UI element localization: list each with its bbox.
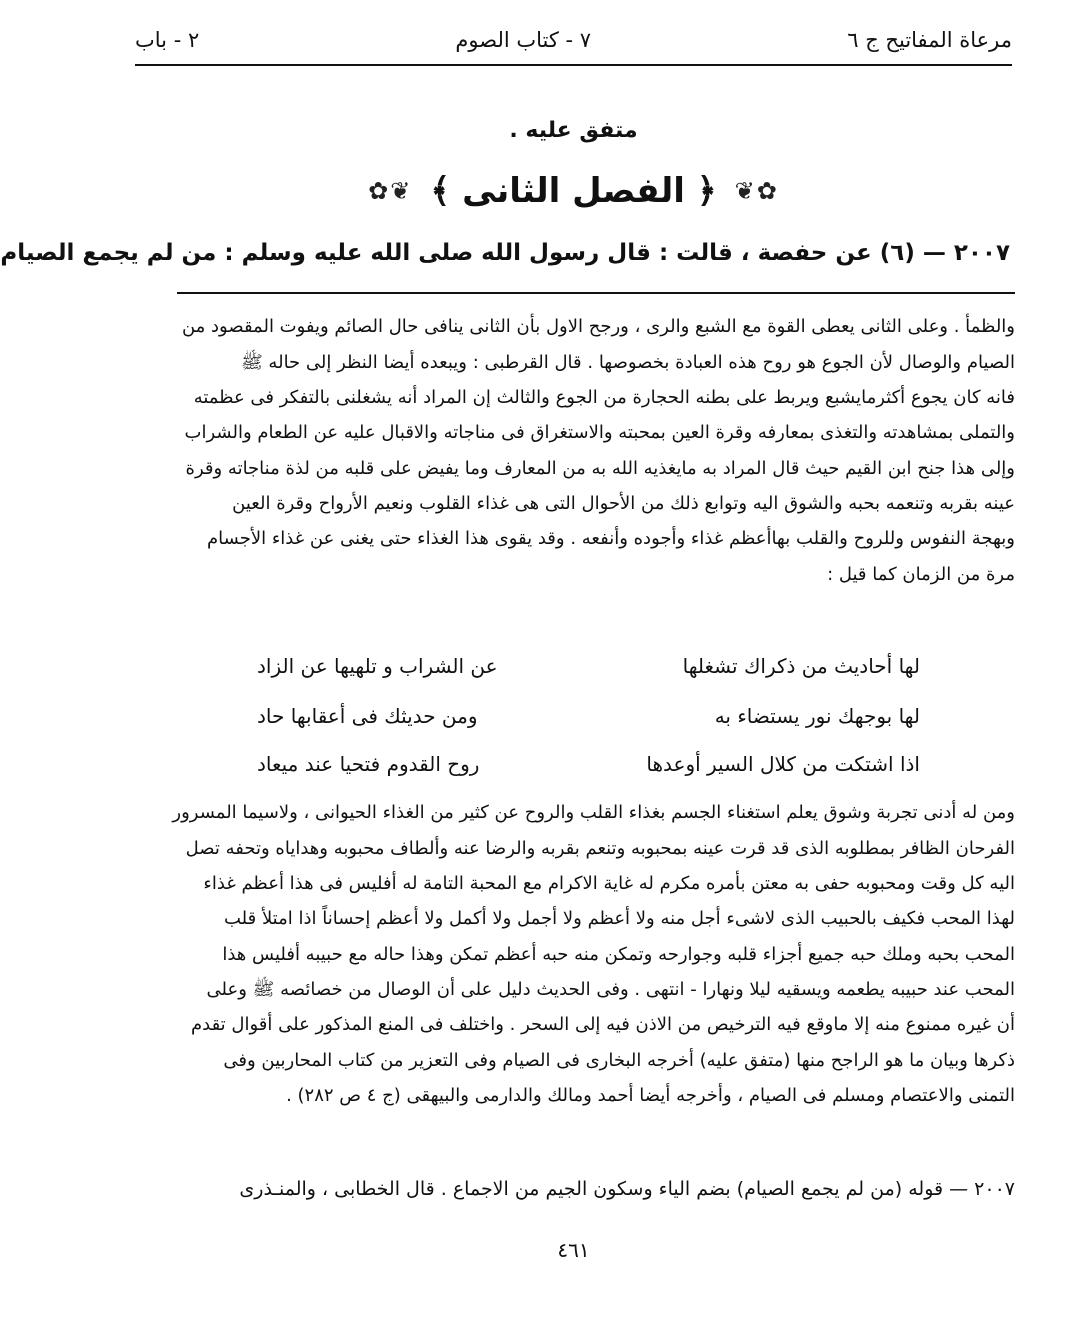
verse-first-hemistich: لها أحاديث من ذكراك تشغلها [682, 654, 920, 678]
ornament-icon: ✿❦ [734, 176, 779, 205]
verse-second-hemistich: روح القدوم فتحيا عند ميعاد [257, 752, 480, 776]
commentary-line: ومن له أدنى تجربة وشوق يعلم استغناء الجسم بغذاء القلب والروح عن كثير من الغذاء الحيوانى ، ولاسيما المسرور [172, 802, 1015, 823]
verse-first-hemistich: اذا اشتكت من كلال السير أوعدها [646, 752, 920, 776]
book-title: مرعاة المفاتيح ج ٦ [847, 28, 1012, 52]
poem-verse [257, 654, 920, 686]
commentary-line: المحب بحبه وملك حبه جميع أجزاء قلبه وجوارحه وتمكن منه حبه أعظم تمكن وهذا حاله مع حبيبه أفليس هذا [222, 944, 1015, 965]
ornament-icon: ❦✿ [368, 176, 413, 205]
verse-second-hemistich: عن الشراب و تلهيها عن الزاد [257, 654, 498, 678]
page-number: ٤٦١ [557, 1238, 590, 1262]
commentary-line: والتملى بمشاهدته والتغذى بمعارفه وقرة العين بمحبته والاستغراق فى مناجاته والاقبال عليه عن الطعام والشراب [184, 422, 1015, 443]
commentary-line: فانه كان يجوع أكثرمايشبع ويربط على بطنه الحجارة من الجوع والثالث إن المراد أنه يشغلنى بالتفكر فى عظمته [193, 387, 1015, 408]
commentary-line: لهذا المحب فكيف بالحبيب الذى لاشىء أجل منه ولا أعظم ولا أجمل ولا أكمل ولا أعظم إحساناً اذا امتلأ قلب [223, 908, 1015, 929]
section-title: ﴿ الفصل الثانى ﴾ [430, 171, 717, 211]
commentary-line: اليه كل وقت ومحبوبه حفى به معتن بأمره مكرم له غاية الاكرام مع المحبة التامة له أفليس فى هذا أعظم غذاء [203, 873, 1015, 894]
commentary-line: ذكرها وبيان ما هو الراجح منها (متفق عليه) أخرجه البخارى فى الصيام وفى التعزير من كتاب المحاربين وفى [223, 1050, 1015, 1071]
commentary-line: التمنى والاعتصام ومسلم فى الصيام ، وأخرجه أيضا أحمد ومالك والدارمى والبيهقى (ج ٤ ص ٢٨٢) . [286, 1085, 1015, 1106]
divider-rule [177, 292, 1015, 294]
footnote-line: ٢٠٠٧ — قوله (من لم يجمع الصيام) بضم الياء وسكون الجيم من الاجماع . قال الخطابى ، والمنـذرى [239, 1178, 1015, 1200]
commentary-line: مرة من الزمان كما قيل : [827, 564, 1015, 585]
commentary-line: الفرحان الظافر بمطلوبه الذى قد قرت عينه بمحبوبه وتنعم بقربه والرضا عنه وألطاف محبوبه وهداياه وتحفه تصل [185, 838, 1015, 859]
poem-verse [257, 752, 920, 784]
section-label: ٢ - باب [135, 28, 200, 52]
commentary-line: الصيام والوصال لأن الجوع هو روح هذه العبادة بخصوصها . قال القرطبى : ويبعده أيضا النظر إلى حاله ﷺ [240, 352, 1015, 373]
section-heading [77, 170, 1070, 211]
poem-verse [257, 704, 920, 736]
chapter-title: ٧ - كتاب الصوم [455, 28, 592, 52]
header-rule [135, 64, 1012, 66]
commentary-line: والظمأ . وعلى الثانى يعطى القوة مع الشبع والرى ، ورجح الاول بأن الثانى ينافى حال الصائم ويفوت المقصود من [181, 316, 1015, 337]
commentary-line: عينه بقربه وتنعمه بحبه والشوق اليه وتوابع ذلك من الأحوال التى هى غذاء القلوب ونعيم الأرواح وقرة العين [232, 493, 1015, 514]
agreed-upon-note: متفق عليه . [509, 118, 638, 143]
verse-second-hemistich: ومن حديثك فى أعقابها حاد [257, 704, 478, 728]
commentary-line: وإلى هذا جنح ابن القيم حيث قال المراد به مايغذيه الله به من المعارف وما يفيض على قلبه من لذة مناجاته وقرة [185, 458, 1015, 479]
verse-first-hemistich: لها بوجهك نور يستضاء به [714, 704, 920, 728]
commentary-line: أن غيره ممنوع منه إلا ماوقع فيه الترخيص من الاذن فيه إلى السحر . واختلف فى المنع المذكور على أقوال تقدم [190, 1014, 1015, 1035]
hadith-text: ٢٠٠٧ — (٦) عن حفصة ، قالت : قال رسول الله صلى الله عليه وسلم : من لم يجمع الصيام [0, 240, 1010, 266]
commentary-line: المحب عند حبيبه يطعمه ويسقيه ليلا ونهارا - انتهى . وفى الحديث دليل على أن الوصال من خصائصه ﷺ وعلى [206, 979, 1015, 1000]
running-header [135, 22, 1012, 58]
commentary-line: وبهجة النفوس وللروح والقلب بهاأعظم غذاء وأجوده وأنفعه . وقد يقوى هذا الغذاء حتى يغنى عن غذاء الأجسام [207, 528, 1015, 549]
